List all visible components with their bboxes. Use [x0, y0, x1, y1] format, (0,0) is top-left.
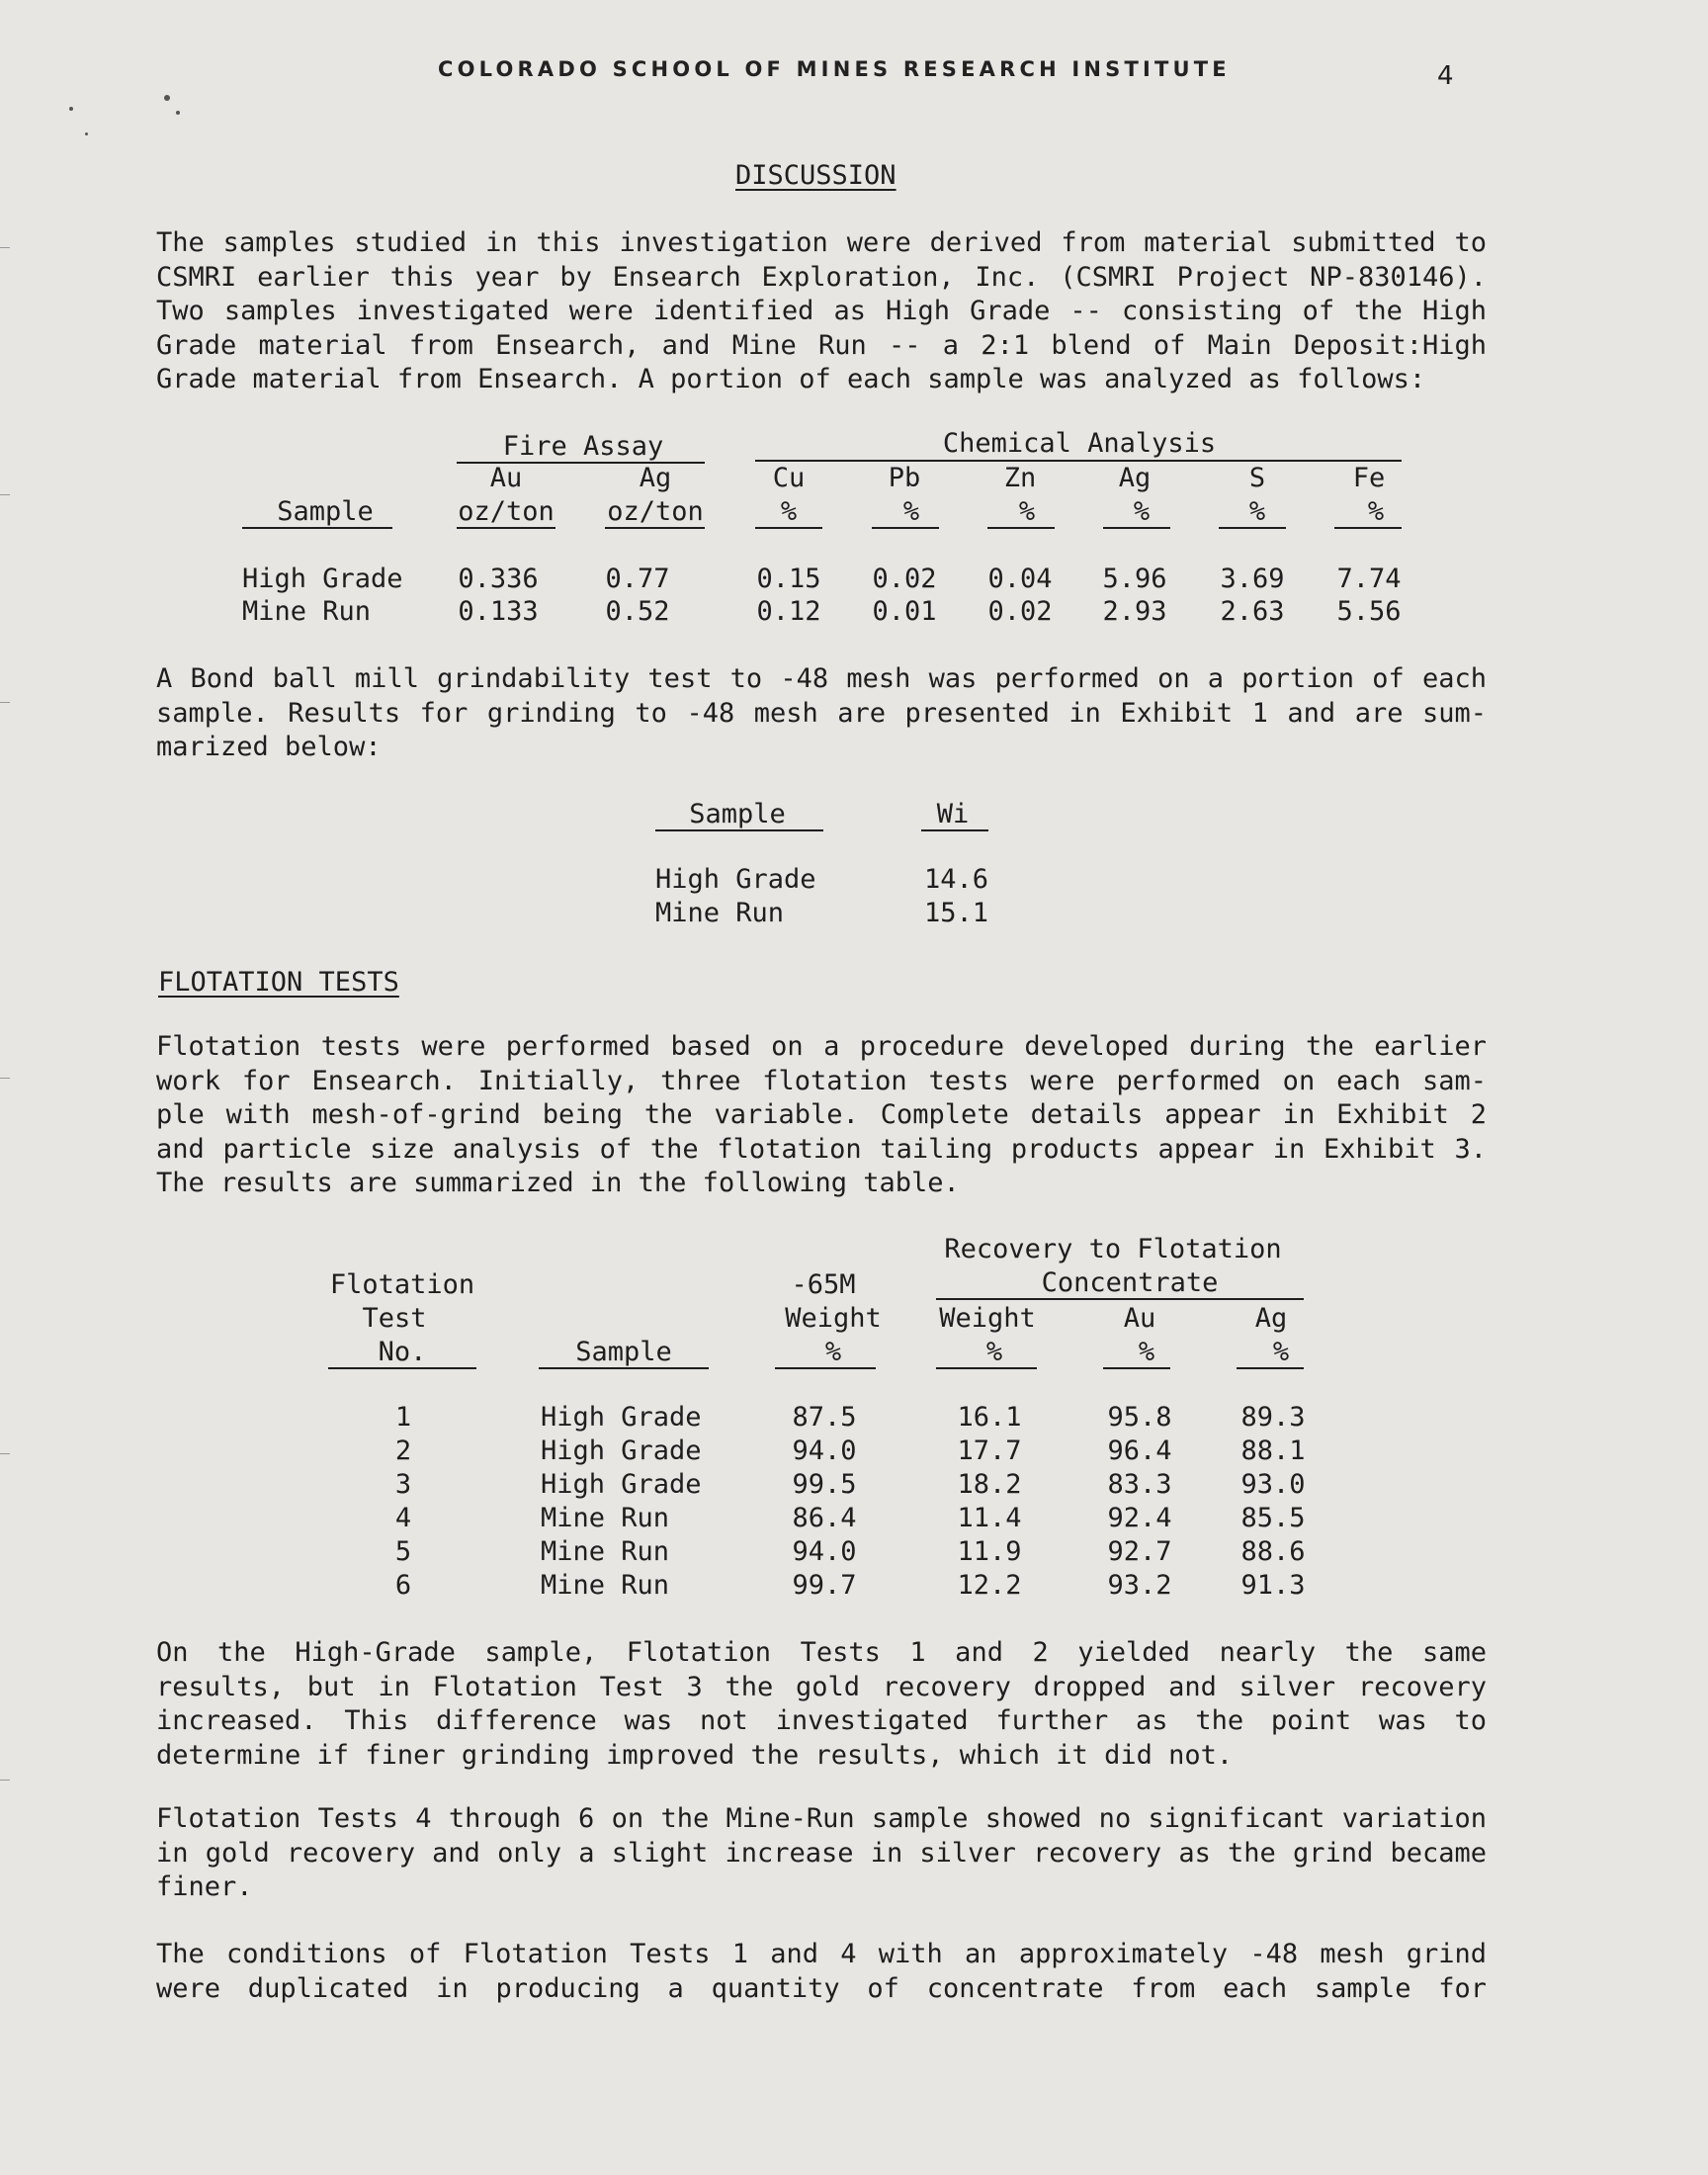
- column-header-element: Ag: [1118, 463, 1152, 493]
- discussion-paragraph: [156, 226, 1487, 397]
- header-rule: [1103, 527, 1170, 529]
- au-cell: 92.7: [1107, 1536, 1172, 1567]
- header-rule: [936, 1298, 1304, 1300]
- column-header-element: Zn: [1003, 463, 1037, 493]
- sample-cell: Mine Run: [655, 898, 785, 928]
- value-cell: 2.63: [1220, 596, 1285, 627]
- margin-mark: [0, 702, 10, 703]
- column-header-unit: %: [780, 496, 798, 527]
- minus65-cell: 86.4: [792, 1503, 857, 1533]
- test-column-header: Flotation: [329, 1269, 475, 1300]
- value-cell: 5.96: [1102, 564, 1167, 594]
- test-column-header: Test: [362, 1303, 427, 1334]
- paragraph-line: and particle size analysis of the flotation tailing products appear in Exhibit 3.: [156, 1133, 1487, 1165]
- weight-column-header: %: [985, 1337, 1003, 1367]
- column-header-element: Ag: [639, 463, 672, 493]
- au-cell: 95.8: [1107, 1402, 1172, 1433]
- flotation-paragraph-4: [156, 1938, 1487, 2006]
- page-number: 4: [1437, 61, 1454, 91]
- header-rule: [242, 527, 392, 529]
- flotation-heading: FLOTATION TESTS: [158, 967, 399, 998]
- au-cell: 92.4: [1107, 1503, 1172, 1533]
- column-header-element: Pb: [888, 463, 921, 493]
- sample-column-header: Sample: [689, 799, 786, 829]
- minus65-column-header: %: [824, 1337, 842, 1367]
- paragraph-line: CSMRI earlier this year by Ensearch Exploration, Inc. (CSMRI Project NP-830146).: [156, 261, 1487, 293]
- au-column-header: Au: [1123, 1303, 1156, 1334]
- header-rule: [457, 527, 555, 529]
- wi-cell: 15.1: [924, 898, 989, 928]
- header-rule: [605, 527, 705, 529]
- sample-cell: Mine Run: [242, 596, 372, 627]
- sample-cell: Mine Run: [541, 1503, 670, 1533]
- value-cell: 0.01: [872, 596, 937, 627]
- value-cell: 0.336: [458, 564, 539, 594]
- scan-speck: [69, 107, 73, 111]
- sample-column-header: Sample: [277, 496, 374, 527]
- header-rule: [936, 1367, 1037, 1369]
- value-cell: 5.56: [1336, 596, 1402, 627]
- column-header-unit: oz/ton: [458, 496, 555, 527]
- test-no-cell: 2: [394, 1436, 412, 1466]
- column-header-element: Fe: [1352, 463, 1386, 493]
- column-header-unit: %: [1133, 496, 1151, 527]
- ag-column-header: Ag: [1254, 1303, 1288, 1334]
- column-header-element: S: [1248, 463, 1266, 493]
- value-cell: 0.04: [987, 564, 1053, 594]
- discussion-heading: DISCUSSION: [735, 160, 897, 191]
- flotation-paragraph-2: [156, 1636, 1487, 1773]
- scan-speck: [164, 95, 170, 101]
- column-header-unit: %: [1367, 496, 1385, 527]
- flotation-paragraph-3: [156, 1802, 1487, 1905]
- paragraph-line: finer.: [156, 1871, 253, 1902]
- paragraph-line: The results are summarized in the following table.: [156, 1168, 960, 1198]
- wi-column-header: Wi: [936, 799, 970, 829]
- test-no-cell: 3: [394, 1469, 412, 1500]
- paragraph-line: On the High-Grade sample, Flotation Tests 1 and 2 yielded nearly the same: [156, 1637, 1487, 1668]
- column-header-unit: %: [1248, 496, 1266, 527]
- margin-mark: [0, 1453, 10, 1454]
- minus65-cell: 94.0: [792, 1436, 857, 1466]
- minus65-cell: 99.5: [792, 1469, 857, 1500]
- weight-cell: 11.9: [957, 1536, 1022, 1567]
- test-no-cell: 1: [394, 1402, 412, 1433]
- margin-mark: [0, 1078, 10, 1079]
- weight-cell: 12.2: [957, 1570, 1022, 1601]
- header-rule: [1334, 527, 1402, 529]
- weight-cell: 11.4: [957, 1503, 1022, 1533]
- wi-cell: 14.6: [924, 864, 989, 895]
- paragraph-line: ple with mesh-of-grind being the variable. Complete details appear in Exhibit 2: [156, 1099, 1487, 1130]
- au-column-header: %: [1138, 1337, 1155, 1367]
- au-cell: 83.3: [1107, 1469, 1172, 1500]
- minus65-column-header: Weight: [785, 1303, 882, 1334]
- value-cell: 0.77: [605, 564, 670, 594]
- sample-cell: Mine Run: [541, 1570, 670, 1601]
- ag-cell: 88.6: [1240, 1536, 1306, 1567]
- paragraph-line: A Bond ball mill grindability test to -48 mesh was performed on a portion of each: [156, 663, 1487, 694]
- margin-mark: [0, 1780, 10, 1781]
- paragraph-line: results, but in Flotation Test 3 the gold recovery dropped and silver recovery: [156, 1671, 1487, 1702]
- paragraph-line: sample. Results for grinding to -48 mesh are presented in Exhibit 1 and are sum-: [156, 697, 1487, 729]
- paragraph-line: determine if finer grinding improved the results, which it did not.: [156, 1739, 1234, 1771]
- header-rule: [1219, 527, 1286, 529]
- sample-cell: High Grade: [541, 1469, 702, 1500]
- value-cell: 0.133: [458, 596, 539, 627]
- weight-cell: 17.7: [957, 1436, 1022, 1466]
- sample-cell: High Grade: [242, 564, 403, 594]
- column-header-unit: %: [1018, 496, 1036, 527]
- header-rule: [655, 829, 823, 831]
- header-rule: [987, 527, 1055, 529]
- sample-cell: High Grade: [541, 1436, 702, 1466]
- sample-cell: High Grade: [655, 864, 816, 895]
- test-column-header: No.: [378, 1337, 427, 1367]
- flotation-paragraph: [156, 1030, 1487, 1201]
- ag-cell: 93.0: [1240, 1469, 1306, 1500]
- margin-mark: [0, 494, 10, 495]
- paragraph-line: Two samples investigated were identified as High Grade -- consisting of the High: [156, 296, 1487, 326]
- paragraph-line: The conditions of Flotation Tests 1 and 4 with an approximately -48 mesh grind: [156, 1939, 1487, 1969]
- paragraph-line: Flotation tests were performed based on a procedure developed during the earlier: [156, 1031, 1487, 1062]
- minus65-cell: 87.5: [792, 1402, 857, 1433]
- header-rule: [539, 1367, 709, 1369]
- header-rule: [921, 829, 988, 831]
- institute-header: COLORADO SCHOOL OF MINES RESEARCH INSTITUTE: [438, 57, 1231, 81]
- paragraph-line: The samples studied in this investigation were derived from material submitted to: [156, 227, 1487, 258]
- grindability-paragraph: [156, 662, 1487, 765]
- value-cell: 0.02: [872, 564, 937, 594]
- paragraph-line: increased. This difference was not investigated further as the point was to: [156, 1705, 1487, 1736]
- minus65-cell: 99.7: [792, 1570, 857, 1601]
- value-cell: 0.52: [605, 596, 670, 627]
- sample-cell: Mine Run: [541, 1536, 670, 1567]
- header-rule: [1237, 1367, 1304, 1369]
- au-cell: 96.4: [1107, 1436, 1172, 1466]
- header-rule: [755, 460, 1402, 462]
- column-header-unit: %: [902, 496, 920, 527]
- recovery-group-header: Concentrate: [1041, 1267, 1219, 1298]
- column-header-element: Cu: [772, 463, 806, 493]
- paragraph-line: were duplicated in producing a quantity of concentrate from each sample for: [156, 1972, 1487, 2004]
- scan-speck: [85, 132, 88, 135]
- column-header-element: Au: [489, 463, 523, 493]
- margin-mark: [0, 247, 10, 248]
- column-header-unit: oz/ton: [607, 496, 704, 527]
- ag-cell: 88.1: [1240, 1436, 1306, 1466]
- test-no-cell: 5: [394, 1536, 412, 1567]
- paragraph-line: Flotation Tests 4 through 6 on the Mine-Run sample showed no significant variation: [156, 1803, 1487, 1834]
- paragraph-line: in gold recovery and only a slight increase in silver recovery as the grind became: [156, 1837, 1487, 1869]
- value-cell: 0.12: [756, 596, 821, 627]
- paragraph-line: work for Ensearch. Initially, three flotation tests were performed on each sam-: [156, 1065, 1487, 1096]
- header-rule: [755, 527, 822, 529]
- minus65-cell: 94.0: [792, 1536, 857, 1567]
- scan-speck: [176, 111, 180, 115]
- test-no-cell: 4: [394, 1503, 412, 1533]
- value-cell: 0.15: [756, 564, 821, 594]
- minus65-column-header: -65M: [791, 1269, 856, 1300]
- ag-cell: 85.5: [1240, 1503, 1306, 1533]
- header-rule: [1103, 1367, 1170, 1369]
- ag-cell: 91.3: [1240, 1570, 1306, 1601]
- recovery-group-header: Recovery to Flotation: [944, 1234, 1282, 1264]
- weight-cell: 18.2: [957, 1469, 1022, 1500]
- au-cell: 93.2: [1107, 1570, 1172, 1601]
- fire-assay-group-header: Fire Assay: [502, 431, 664, 462]
- weight-column-header: Weight: [939, 1303, 1036, 1334]
- header-rule: [872, 527, 939, 529]
- ag-cell: 89.3: [1240, 1402, 1306, 1433]
- paragraph-line: Grade material from Ensearch, and Mine Run -- a 2:1 blend of Main Deposit:High: [156, 329, 1487, 361]
- sample-column-header: Sample: [575, 1337, 672, 1367]
- header-rule: [775, 1367, 876, 1369]
- header-rule: [328, 1367, 476, 1369]
- paragraph-line: Grade material from Ensearch. A portion of each sample was analyzed as follows:: [156, 364, 1426, 394]
- value-cell: 3.69: [1220, 564, 1285, 594]
- sample-cell: High Grade: [541, 1402, 702, 1433]
- value-cell: 0.02: [987, 596, 1053, 627]
- test-no-cell: 6: [394, 1570, 412, 1601]
- value-cell: 2.93: [1102, 596, 1167, 627]
- chemical-analysis-group-header: Chemical Analysis: [942, 428, 1217, 459]
- weight-cell: 16.1: [957, 1402, 1022, 1433]
- value-cell: 7.74: [1336, 564, 1402, 594]
- ag-column-header: %: [1272, 1337, 1290, 1367]
- paragraph-line: marized below:: [156, 732, 382, 762]
